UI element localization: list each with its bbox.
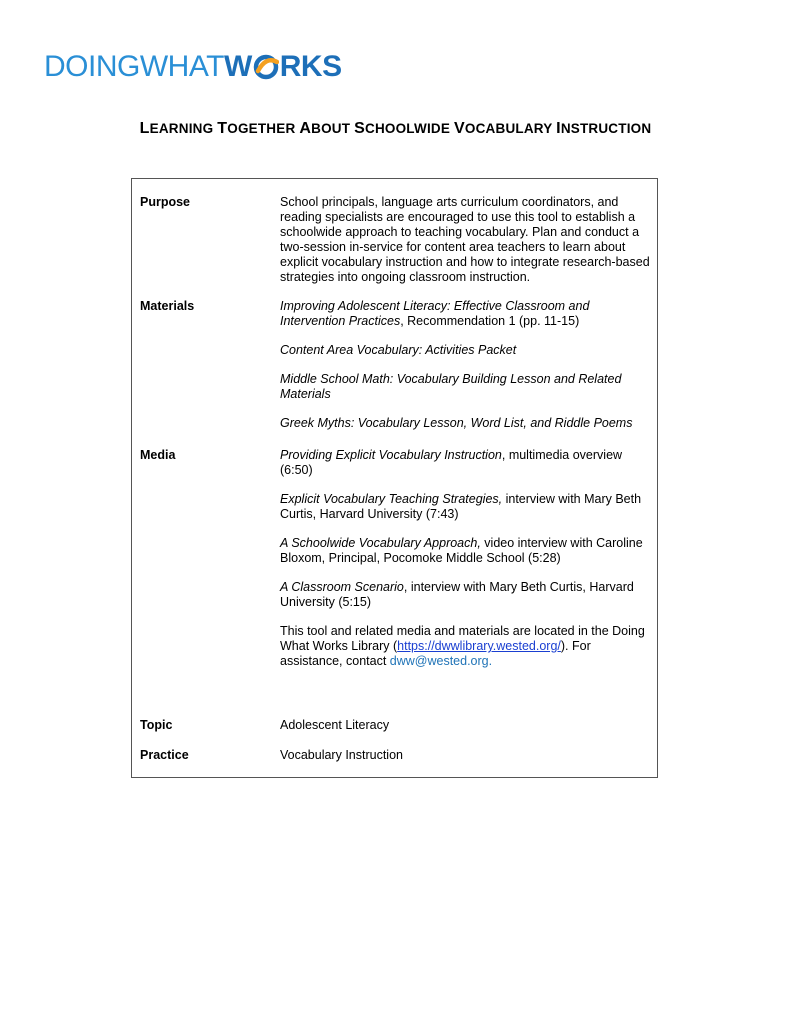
title-word: LEARNING <box>139 120 214 137</box>
contact-email-link[interactable]: dww@wested.org. <box>389 654 493 668</box>
library-link[interactable]: https://dwwlibrary.wested.org/ <box>397 639 561 653</box>
practice-label: Practice <box>140 748 189 762</box>
media-label: Media <box>140 448 176 462</box>
logo <box>44 49 342 85</box>
topic-label: Topic <box>140 718 173 732</box>
materials-list <box>280 299 652 431</box>
title-word: VOCABULARY <box>454 120 553 137</box>
logo-swoosh-icon <box>253 54 279 80</box>
purpose-label: Purpose <box>140 195 191 209</box>
title-word: TOGETHER <box>217 120 296 137</box>
title-word: SCHOOLWIDE <box>354 120 451 137</box>
material-item: Greek Myths: Vocabulary Lesson, Word List, and Riddle Poems <box>280 416 633 430</box>
info-table <box>131 178 658 778</box>
material-item: Content Area Vocabulary: Activities Packet <box>280 343 517 357</box>
media-item: A Schoolwide Vocabulary Approach, video interview with Caroline Bloxom, Principal, Pocomoke Middle School (5:28) <box>280 536 643 565</box>
title-word: ABOUT <box>299 120 351 137</box>
media-item: Providing Explicit Vocabulary Instruction, multimedia overview (6:50) <box>280 448 623 477</box>
media-item: Explicit Vocabulary Teaching Strategies, interview with Mary Beth Curtis, Harvard University (7:43) <box>280 492 642 521</box>
topic-value: Adolescent Literacy <box>280 718 390 732</box>
material-item: Improving Adolescent Literacy: Effective Classroom and Intervention Practices, Recommendation 1 (pp. 11-15) <box>280 299 590 328</box>
logo-text-part3: RKS <box>279 50 342 83</box>
material-item: Middle School Math: Vocabulary Building Lesson and Related Materials <box>280 372 622 401</box>
media-item: A Classroom Scenario, interview with Mary Beth Curtis, Harvard University (5:15) <box>280 580 634 609</box>
library-note: This tool and related media and materials are located in the Doing What Works Library (https://dwwlibrary.wested.org/). For assistance, contact dww@wested.org. <box>280 624 645 668</box>
logo-text-part1: DOINGWHAT <box>44 50 224 83</box>
logo-text-part2: W <box>223 50 252 83</box>
purpose-text: School principals, language arts curriculum coordinators, and reading specialists are encouraged to use this tool to establish a schoolwide approach to teaching vocabulary. Plan and conduct a two-session in-service for content area teachers to learn about explicit vocabulary instruction and how to integrate research-based strategies into ongoing classroom instruction. <box>280 195 650 284</box>
media-list <box>280 448 652 669</box>
practice-value: Vocabulary Instruction <box>280 748 403 762</box>
materials-label: Materials <box>140 299 195 313</box>
document-title <box>0 120 791 138</box>
title-word: INSTRUCTION <box>556 120 652 137</box>
